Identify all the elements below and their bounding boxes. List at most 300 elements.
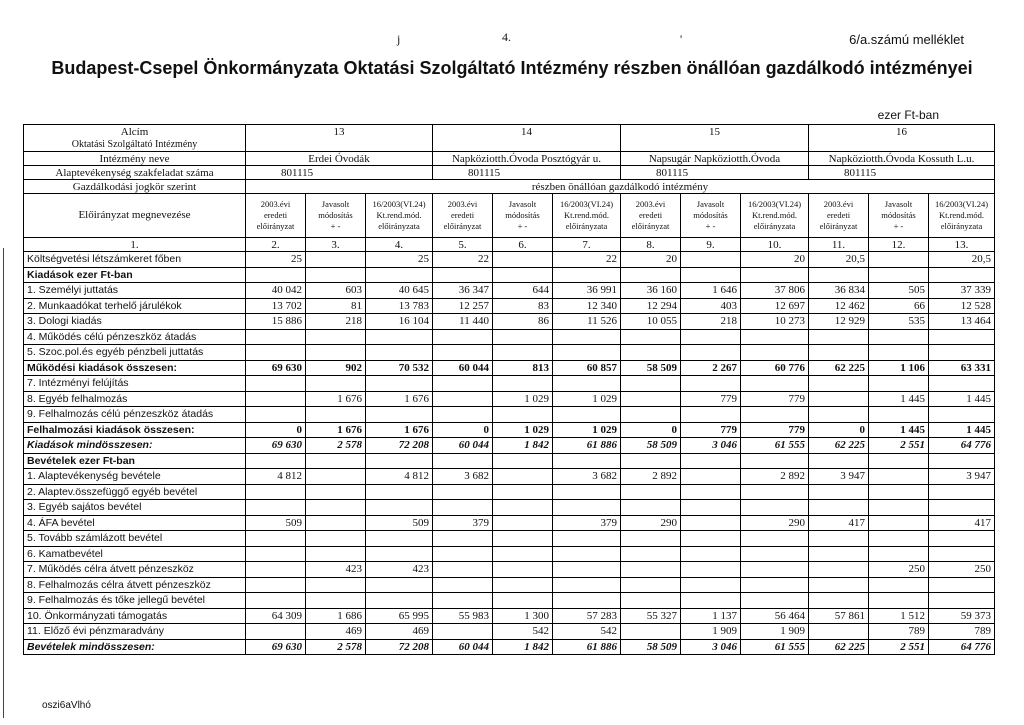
row-value: 1 909 (681, 624, 741, 640)
row-value (493, 469, 553, 485)
row-value (553, 376, 621, 392)
row-value: 36 160 (621, 283, 681, 299)
table-row (24, 453, 995, 469)
row-value (869, 531, 929, 547)
row-value (681, 376, 741, 392)
row-value (741, 453, 809, 469)
row-value (246, 562, 306, 578)
row-value: 1 646 (681, 283, 741, 299)
table-row (24, 252, 995, 268)
row-value (809, 345, 869, 361)
table-row (24, 593, 995, 609)
row-value: 60 044 (433, 360, 493, 376)
row-value: 290 (741, 515, 809, 531)
szakfeladat-16: 801115 (809, 166, 995, 180)
row-value: 417 (929, 515, 995, 531)
document-title: Budapest-Csepel Önkormányzata Oktatási Szolgáltató Intézmény részben önállóan gazdálkodó intézményei (51, 58, 973, 78)
row-value: 0 (621, 422, 681, 438)
row-value (493, 407, 553, 423)
row-value: 40 645 (366, 283, 433, 299)
table-row (24, 360, 995, 376)
row-value (929, 267, 995, 283)
subheader-line: 2003.évi (447, 199, 478, 209)
row-value: 469 (306, 624, 366, 640)
subheader-line: Javasolt (696, 199, 725, 209)
row-value (306, 593, 366, 609)
row-value: 789 (929, 624, 995, 640)
row-value (929, 453, 995, 469)
row-value (366, 407, 433, 423)
row-label: 5. Szoc.pol.és egyéb pénzbeli juttatás (24, 345, 246, 361)
table-row (24, 624, 995, 640)
row-value (366, 453, 433, 469)
row-value: 11 526 (553, 314, 621, 330)
subheader-line: módosítás (693, 210, 728, 220)
row-value (741, 407, 809, 423)
subheader-line: + - (893, 221, 904, 231)
row-label: 4. Működés célú pénzeszköz átadás (24, 329, 246, 345)
row-value (681, 345, 741, 361)
row-value (493, 484, 553, 500)
footer-code: oszi6aVlhó (42, 700, 91, 711)
row-value (246, 593, 306, 609)
table-row (24, 345, 995, 361)
column-number: 9. (681, 238, 741, 252)
row-value: 64 776 (929, 438, 995, 454)
row-value: 417 (809, 515, 869, 531)
subheader-line: Kt.rend.mód. (751, 210, 798, 220)
row-value: 12 340 (553, 298, 621, 314)
row-value: 12 929 (809, 314, 869, 330)
subheader-g15-c2 (741, 194, 809, 238)
row-value: 779 (681, 391, 741, 407)
row-value (741, 267, 809, 283)
row-value (681, 546, 741, 562)
row-value (306, 515, 366, 531)
row-value: 1 445 (929, 391, 995, 407)
row-label: Bevételek ezer Ft-ban (24, 453, 246, 469)
row-value (681, 531, 741, 547)
subheader-line: előirányzat (443, 221, 482, 231)
row-value (929, 329, 995, 345)
row-value (493, 252, 553, 268)
row-label: 8. Egyéb felhalmozás (24, 391, 246, 407)
row-label: 8. Felhalmozás célra átvett pénzeszköz (24, 577, 246, 593)
row-value: 423 (366, 562, 433, 578)
row-value: 403 (681, 298, 741, 314)
row-value: 2 551 (869, 639, 929, 655)
row-value (741, 577, 809, 593)
row-value: 1 029 (493, 422, 553, 438)
subheader-line: 16/2003(VI.24) (934, 199, 989, 209)
row-value: 61 555 (741, 639, 809, 655)
subheader-g14-c0 (433, 194, 493, 238)
row-value (433, 531, 493, 547)
subheader-g15-c0 (621, 194, 681, 238)
szakfeladat-15: 801115 (621, 166, 809, 180)
row-value (433, 391, 493, 407)
row-value (553, 546, 621, 562)
alcim-13: 13 (246, 125, 433, 139)
budget-sheet (23, 124, 994, 655)
row-value (246, 407, 306, 423)
row-value: 1 842 (493, 639, 553, 655)
row-value (433, 546, 493, 562)
column-number: 10. (741, 238, 809, 252)
row-value: 62 225 (809, 360, 869, 376)
row-value (741, 329, 809, 345)
szakfeladat-14: 801115 (433, 166, 621, 180)
row-value: 1 909 (741, 624, 809, 640)
row-value (741, 345, 809, 361)
row-value (366, 531, 433, 547)
subheader-line: eredeti (826, 210, 851, 220)
subheader-g13-c0 (246, 194, 306, 238)
row-value: 20,5 (929, 252, 995, 268)
budget-table (23, 124, 995, 655)
row-value: 69 630 (246, 360, 306, 376)
row-value: 36 834 (809, 283, 869, 299)
row-value (306, 453, 366, 469)
row-value: 25 (246, 252, 306, 268)
gazdalkodasi-value: részben önállóan gazdálkodó intézmény (246, 180, 995, 194)
row-value (553, 329, 621, 345)
row-value (493, 376, 553, 392)
row-value: 64 309 (246, 608, 306, 624)
row-value (869, 546, 929, 562)
table-row (24, 484, 995, 500)
table-row (24, 391, 995, 407)
subheader-line: + - (705, 221, 716, 231)
row-value (621, 376, 681, 392)
oktatasi-label: Oktatási Szolgáltató Intézmény (24, 139, 246, 152)
row-value (681, 500, 741, 516)
row-value (433, 407, 493, 423)
row-value (433, 376, 493, 392)
row-value: 65 995 (366, 608, 433, 624)
row-value: 1 676 (366, 391, 433, 407)
row-value (621, 562, 681, 578)
row-value: 36 347 (433, 283, 493, 299)
intezmeny-name-13: Erdei Óvodák (246, 152, 433, 166)
row-value: 3 046 (681, 639, 741, 655)
row-value: 61 886 (553, 438, 621, 454)
row-value (366, 267, 433, 283)
row-value (433, 453, 493, 469)
row-value: 12 697 (741, 298, 809, 314)
row-value (553, 500, 621, 516)
row-value: 542 (553, 624, 621, 640)
subheader-g14-c2 (553, 194, 621, 238)
row-value (366, 577, 433, 593)
row-value (869, 484, 929, 500)
row-value: 37 806 (741, 283, 809, 299)
row-value: 58 509 (621, 360, 681, 376)
table-row (24, 329, 995, 345)
subheader-line: Kt.rend.mód. (938, 210, 985, 220)
row-value (621, 391, 681, 407)
page-number: 4. (502, 30, 511, 44)
table-row (24, 608, 995, 624)
row-value (493, 267, 553, 283)
row-value: 10 055 (621, 314, 681, 330)
row-value: 1 512 (869, 608, 929, 624)
row-value (741, 531, 809, 547)
row-value: 1 686 (306, 608, 366, 624)
row-value: 2 578 (306, 438, 366, 454)
row-value (493, 531, 553, 547)
row-value (433, 593, 493, 609)
row-value: 66 (869, 298, 929, 314)
row-value (681, 329, 741, 345)
table-row (24, 531, 995, 547)
table-row (24, 422, 995, 438)
row-label: Működési kiadások összesen: (24, 360, 246, 376)
row-value (553, 345, 621, 361)
table-row (24, 546, 995, 562)
row-label: Kiadások mindösszesen: (24, 438, 246, 454)
row-value: 250 (929, 562, 995, 578)
row-value: 379 (433, 515, 493, 531)
row-value (869, 453, 929, 469)
row-value (869, 376, 929, 392)
row-value (621, 267, 681, 283)
row-value: 64 776 (929, 639, 995, 655)
row-label: 4. ÁFA bevétel (24, 515, 246, 531)
subheader-line: 2003.évi (823, 199, 854, 209)
row-value (741, 593, 809, 609)
row-value: 15 886 (246, 314, 306, 330)
row-value (553, 267, 621, 283)
row-value (433, 345, 493, 361)
row-value: 779 (741, 422, 809, 438)
row-value: 12 294 (621, 298, 681, 314)
intezmeny-name-16: Napköziotth.Óvoda Kossuth L.u. (809, 152, 995, 166)
column-number: 11. (809, 238, 869, 252)
alcim-label: Alcím (24, 125, 246, 139)
row-value (681, 453, 741, 469)
row-value: 250 (869, 562, 929, 578)
row-value: 1 676 (306, 391, 366, 407)
row-value (306, 484, 366, 500)
subheader-line: 16/2003(VI.24) (747, 199, 802, 209)
row-value: 3 947 (929, 469, 995, 485)
subheader-line: előirányzata (565, 221, 608, 231)
subheader-line: 2003.évi (635, 199, 666, 209)
row-value (553, 484, 621, 500)
row-value (306, 252, 366, 268)
row-value (929, 345, 995, 361)
row-value: 1 445 (869, 422, 929, 438)
row-value: 1 445 (929, 422, 995, 438)
row-value (869, 329, 929, 345)
row-value (929, 546, 995, 562)
subheader-line: előirányzata (378, 221, 420, 231)
alcim-15: 15 (621, 125, 809, 139)
row-value (621, 593, 681, 609)
row-value: 4 812 (366, 469, 433, 485)
row-value: 509 (246, 515, 306, 531)
row-value (306, 577, 366, 593)
row-value (433, 577, 493, 593)
row-value (621, 500, 681, 516)
table-row (24, 562, 995, 578)
row-value: 63 331 (929, 360, 995, 376)
row-value (553, 453, 621, 469)
column-number: 7. (553, 238, 621, 252)
row-value (869, 577, 929, 593)
row-value: 1 445 (869, 391, 929, 407)
row-value (741, 500, 809, 516)
row-value (741, 546, 809, 562)
subheader-line: Javasolt (508, 199, 537, 209)
row-value: 2 892 (741, 469, 809, 485)
row-value (246, 267, 306, 283)
column-number: 4. (366, 238, 433, 252)
row-value (809, 484, 869, 500)
row-value: 1 106 (869, 360, 929, 376)
row-value: 603 (306, 283, 366, 299)
row-value (306, 500, 366, 516)
row-value: 20,5 (809, 252, 869, 268)
table-row (24, 438, 995, 454)
row-value: 290 (621, 515, 681, 531)
subheader-line: eredeti (638, 210, 663, 220)
row-value (681, 484, 741, 500)
subheader-g16-c0 (809, 194, 869, 238)
column-number: 12. (869, 238, 929, 252)
row-value: 55 983 (433, 608, 493, 624)
row-label: 1. Alaptevékenység bevétele (24, 469, 246, 485)
subheader-g16-c2 (929, 194, 995, 238)
row-value (493, 515, 553, 531)
row-value (809, 500, 869, 516)
row-value: 22 (433, 252, 493, 268)
row-label: Bevételek mindösszesen: (24, 639, 246, 655)
column-number: 8. (621, 238, 681, 252)
row-value: 1 842 (493, 438, 553, 454)
row-value: 69 630 (246, 438, 306, 454)
row-value: 10 273 (741, 314, 809, 330)
row-value (366, 345, 433, 361)
row-value: 61 886 (553, 639, 621, 655)
row-value (809, 624, 869, 640)
table-body (24, 252, 995, 655)
row-label: 7. Működés célra átvett pénzeszköz (24, 562, 246, 578)
row-value: 13 464 (929, 314, 995, 330)
subheader-line: előirányzata (940, 221, 983, 231)
row-value (929, 500, 995, 516)
subheader-g16-c1 (869, 194, 929, 238)
row-value (246, 500, 306, 516)
row-value: 789 (869, 624, 929, 640)
subheader-g15-c1 (681, 194, 741, 238)
row-value: 902 (306, 360, 366, 376)
row-value (493, 500, 553, 516)
row-label: 7. Intézményi felújítás (24, 376, 246, 392)
row-value (621, 329, 681, 345)
row-value: 0 (246, 422, 306, 438)
row-label: Kiadások ezer Ft-ban (24, 267, 246, 283)
row-value: 37 339 (929, 283, 995, 299)
row-value (433, 562, 493, 578)
subheader-line: eredeti (450, 210, 475, 220)
subheader-line: + - (330, 221, 341, 231)
row-label: 2. Munkaadókat terhelő járulékok (24, 298, 246, 314)
row-value (809, 453, 869, 469)
row-value (621, 407, 681, 423)
row-value (306, 376, 366, 392)
table-row (24, 267, 995, 283)
row-value: 1 676 (306, 422, 366, 438)
row-value (929, 407, 995, 423)
row-value: 62 225 (809, 639, 869, 655)
row-value: 535 (869, 314, 929, 330)
row-value (621, 453, 681, 469)
row-value (433, 500, 493, 516)
row-value: 505 (869, 283, 929, 299)
subheader-line: előirányzat (631, 221, 670, 231)
row-value (809, 329, 869, 345)
subheader-line: Kt.rend.mód. (376, 210, 422, 220)
row-value (493, 577, 553, 593)
row-value: 86 (493, 314, 553, 330)
row-value (681, 407, 741, 423)
row-value: 3 947 (809, 469, 869, 485)
szakfeladat-13: 801115 (246, 166, 433, 180)
row-value (366, 500, 433, 516)
row-value: 13 783 (366, 298, 433, 314)
row-value (809, 593, 869, 609)
row-value (809, 391, 869, 407)
row-value (621, 577, 681, 593)
row-value: 1 029 (553, 422, 621, 438)
table-row (24, 314, 995, 330)
column-number: 5. (433, 238, 493, 252)
subheader-g13-c1 (306, 194, 366, 238)
row-value (809, 267, 869, 283)
row-value: 2 892 (621, 469, 681, 485)
row-value: 1 029 (553, 391, 621, 407)
subheader-line: + - (517, 221, 528, 231)
column-number: 3. (306, 238, 366, 252)
scan-mark-right: ' (680, 32, 683, 46)
row-value: 56 464 (741, 608, 809, 624)
row-value (553, 531, 621, 547)
table-row (24, 376, 995, 392)
row-value: 72 208 (366, 639, 433, 655)
row-value (306, 531, 366, 547)
row-value: 813 (493, 360, 553, 376)
row-value (306, 407, 366, 423)
row-value (869, 515, 929, 531)
row-value: 62 225 (809, 438, 869, 454)
table-row (24, 298, 995, 314)
subheader-line: 16/2003(VI.24) (559, 199, 614, 209)
row-value (869, 500, 929, 516)
alcim-14: 14 (433, 125, 621, 139)
row-value: 36 991 (553, 283, 621, 299)
row-value: 22 (553, 252, 621, 268)
row-value (681, 469, 741, 485)
row-value: 3 682 (433, 469, 493, 485)
row-value: 1 300 (493, 608, 553, 624)
row-value: 469 (366, 624, 433, 640)
table-row (24, 407, 995, 423)
row-value (246, 376, 306, 392)
row-value (493, 562, 553, 578)
row-value: 11 440 (433, 314, 493, 330)
